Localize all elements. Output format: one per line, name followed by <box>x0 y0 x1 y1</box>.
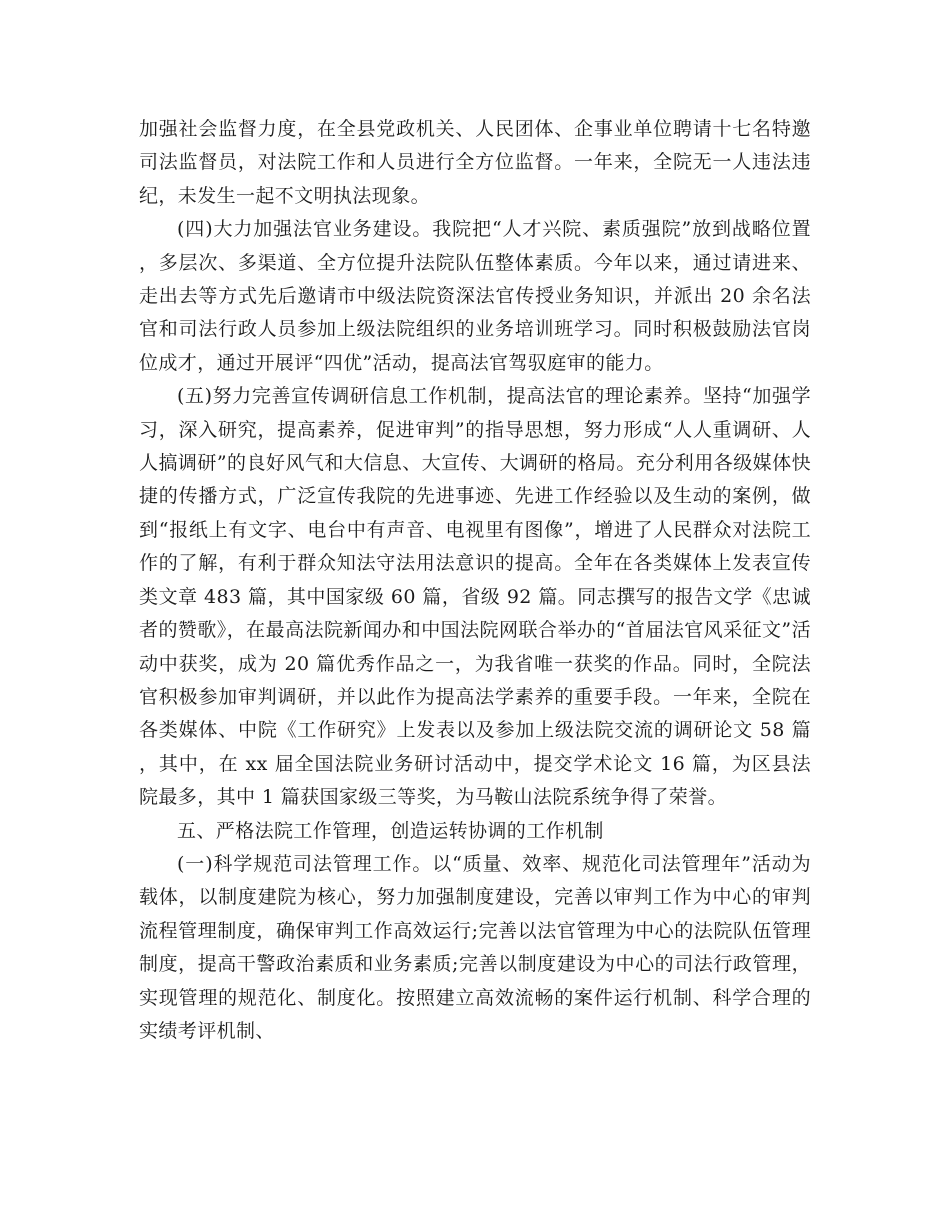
paragraph-publicity-research: (五)努力完善宣传调研信息工作机制，提高法官的理论素养。坚持“加强学习，深入研究，提高素养，促进审判”的指导思想，努力形成“人人重调研、人人搞调研”的良好风气和大信息、大宣传、大调研的格局。充分利用各级媒体快捷的传播方式，广泛宣传我院的先进事迹、先进工作经验以及生动的案例，做到“报纸上有文字、电台中有声音、电视里有图像”，增进了人民群众对法院工作的了解，有利于群众知法守法用法意识的提高。全年在各类媒体上发表宣传类文章 483 篇，其中国家级 60 篇，省级 92 篇。同志撰写的报告文学《忠诚者的赞歌》，在最高法院新闻办和中国法院网联合举办的“首届法官风采征文”活动中获奖，成为 20 篇优秀作品之一，为我省唯一获奖的作品。同时，全院法官积极参加审判调研，并以此作为提高法学素养的重要手段。一年来，全院在各类媒体、中院《工作研究》上发表以及参加上级法院交流的调研论文 58 篇，其中，在 xx 届全国法院业务研讨活动中，提交学术论文 16 篇，为区县法院最多，其中 1 篇获国家级三等奖，为马鞍山法院系统争得了荣誉。 <box>139 385 811 809</box>
section-heading-management: 五、严格法院工作管理，创造运转协调的工作机制 <box>177 819 604 842</box>
document-body <box>139 113 811 1048</box>
paragraph-supervision: 加强社会监督力度，在全县党政机关、人民团体、企事业单位聘请十七名特邀司法监督员，对法院工作和人员进行全方位监督。一年来，全院无一人违法违纪，未发生一起不文明执法现象。 <box>139 118 811 207</box>
paragraph-judge-training: (四)大力加强法官业务建设。我院把“人才兴院、素质强院”放到战略位置，多层次、多渠道、全方位提升法院队伍整体素质。今年以来，通过请进来、走出去等方式先后邀请市中级法院资深法官传授业务知识，并派出 20 余名法官和司法行政人员参加上级法院组织的业务培训班学习。同时积极鼓励法官岗位成才，通过开展评“四优”活动，提高法官驾驭庭审的能力。 <box>139 218 811 374</box>
paragraph-judicial-management: (一)科学规范司法管理工作。以“质量、效率、规范化司法管理年”活动为载体，以制度建院为核心，努力加强制度建设，完善以审判工作为中心的审判流程管理制度，确保审判工作高效运行;完善以法官管理为中心的法院队伍管理制度，提高干警政治素质和业务素质;完善以制度建设为中心的司法行政管理，实现管理的规范化、制度化。按照建立高效流畅的案件运行机制、科学合理的实绩考评机制、 <box>139 852 811 1042</box>
